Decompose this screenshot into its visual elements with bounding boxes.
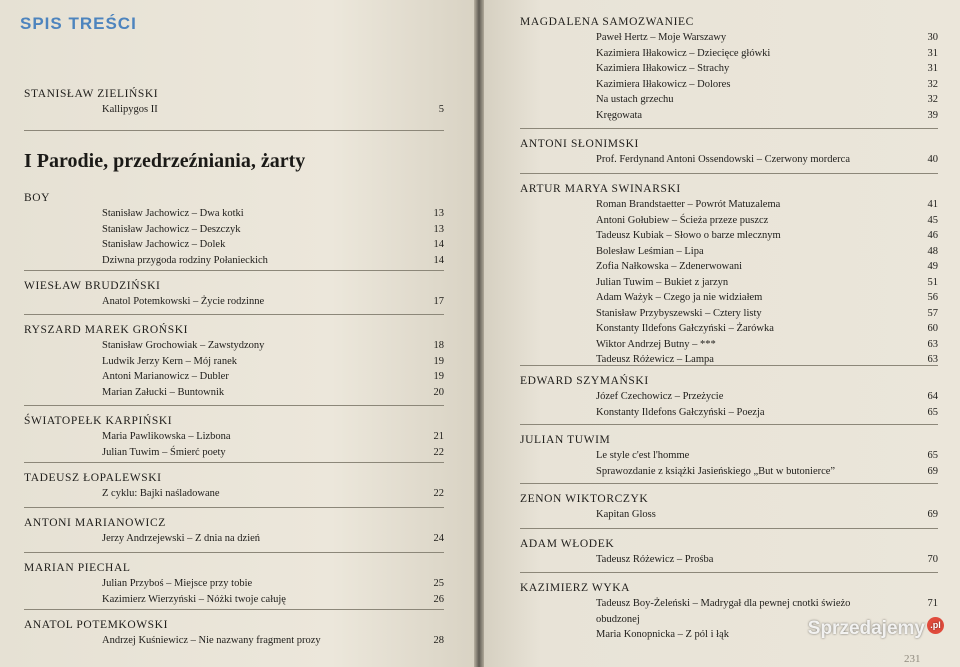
author-name: ZENON WIKTORCZYK [520, 493, 649, 505]
entry-title: Julian Przyboś – Miejsce przy tobie [102, 578, 253, 589]
entry-title: Kazimiera Iłłakowicz – Dolores [596, 78, 731, 90]
toc-section [24, 515, 444, 547]
toc-entry [520, 275, 938, 291]
entry-title: Kazimierz Wierzyński – Nóżki twoje całuję [102, 593, 286, 605]
entry-page: 20 [433, 386, 444, 398]
toc-entry [520, 30, 938, 46]
toc-entry [520, 290, 938, 306]
section-divider [520, 528, 938, 529]
entry-title: Konstanty Ildefons Gałczyński – Żarówka [596, 323, 774, 334]
entry-page: 69 [927, 465, 938, 477]
entry-title: Kazimiera Iłłakowicz – Dziecięce główki [596, 47, 771, 59]
entry-title: Antoni Gołubiew – Ścieża przeze puszcz [596, 214, 769, 226]
entry-page: 69 [927, 509, 938, 520]
toc-entry [520, 321, 938, 337]
entry-title: Stanisław Grochowiak – Zawstydzony [102, 340, 265, 351]
entry-page: 13 [433, 208, 444, 219]
entry-page: 63 [927, 338, 938, 350]
entry-title: Maria Pawlikowska – Lizbona [102, 431, 231, 442]
section-divider [24, 552, 444, 553]
toc-entry [24, 237, 444, 253]
toc-entry [520, 244, 938, 260]
entry-title: Stanisław Jachowicz – Dwa kotki [102, 208, 244, 219]
entry-title: Antoni Marianowicz – Dubler [102, 371, 229, 382]
section-divider [24, 314, 444, 315]
page-number: 231 [904, 653, 921, 665]
entry-page: 57 [927, 307, 938, 319]
toc-entry [24, 385, 444, 401]
watermark-badge: .pl [927, 617, 944, 634]
toc-entry [520, 92, 938, 108]
entry-title: Ludwik Jerzy Kern – Mój ranek [102, 355, 238, 367]
entry-title: Tadeusz Różewicz – Prośba [596, 554, 714, 565]
entry-page: 5 [438, 104, 444, 115]
toc-section [24, 413, 444, 460]
toc-section [520, 14, 938, 123]
author-name: ARTUR MARYA SWINARSKI [520, 183, 681, 195]
section-divider [24, 507, 444, 508]
section-divider [520, 572, 938, 573]
entry-title: Roman Brandstaetter – Powrót Matuzalema [596, 199, 781, 210]
entry-title: Stanisław Jachowicz – Dolek [102, 239, 226, 250]
author-name: ANTONI SŁONIMSKI [520, 138, 639, 150]
entry-page: 45 [927, 214, 938, 226]
toc-entry [24, 222, 444, 238]
entry-page: 31 [927, 63, 938, 74]
section-divider [24, 270, 444, 271]
entry-page: 56 [927, 292, 938, 303]
entry-title: Anatol Potemkowski – Życie rodzinne [102, 296, 265, 307]
toc-entry [520, 259, 938, 275]
left-page [0, 0, 474, 667]
entry-title: Zofia Nałkowska – Zdenerwowani [596, 261, 743, 272]
toc-entry [24, 338, 444, 354]
entry-page: 22 [433, 488, 444, 499]
toc-entry [24, 633, 444, 649]
toc-section [24, 86, 444, 118]
toc-section [24, 190, 444, 268]
author-name: ANTONI MARIANOWICZ [24, 517, 166, 529]
author-name: BOY [24, 192, 51, 204]
book-gutter [474, 0, 484, 667]
entry-title: Wiktor Andrzej Butny – *** [596, 338, 716, 350]
entry-page: 24 [433, 533, 444, 544]
toc-section [24, 560, 444, 607]
toc-section [24, 278, 444, 310]
entry-title: Andrzej Kuśniewicz – Nie nazwany fragment prozy [102, 635, 321, 646]
entry-title: Jerzy Andrzejewski – Z dnia na dzień [102, 533, 261, 544]
watermark-text: Sprzedajemy [807, 618, 925, 639]
entry-page: 48 [927, 245, 938, 257]
entry-title: Z cyklu: Bajki naśladowane [102, 488, 220, 499]
entry-page: 31 [927, 47, 938, 59]
entry-page: 40 [927, 154, 938, 165]
toc-section [24, 617, 444, 649]
entry-title: Stanisław Jachowicz – Deszczyk [102, 223, 241, 235]
entry-page: 28 [433, 635, 444, 646]
section-divider [520, 483, 938, 484]
entry-title: Prof. Ferdynand Antoni Ossendowski – Czerwony morderca [596, 154, 850, 165]
author-name: STANISŁAW ZIELIŃSKI [24, 88, 159, 100]
entry-title: Tadeusz Różewicz – Lampa [596, 354, 714, 365]
author-name: EDWARD SZYMAŃSKI [520, 375, 649, 387]
entry-title: Le style c'est l'homme [596, 450, 690, 461]
entry-page: 41 [927, 199, 938, 210]
entry-title: Adam Ważyk – Czego ja nie widziałem [596, 292, 763, 303]
author-name: MARIAN PIECHAL [24, 562, 131, 574]
watermark-logo [808, 617, 944, 640]
entry-page: 19 [433, 371, 444, 382]
entry-page: 18 [433, 340, 444, 351]
toc-section [520, 373, 938, 420]
toc-entry [24, 354, 444, 370]
entry-page: 51 [927, 276, 938, 288]
entry-title: Paweł Hertz – Moje Warszawy [596, 32, 727, 43]
entry-page: 13 [433, 223, 444, 235]
toc-entry [24, 429, 444, 445]
entry-title: Tadeusz Boy-Żeleński – Madrygał dla pewnej cnotki świeżo [596, 598, 851, 609]
entry-page: 26 [433, 593, 444, 605]
toc-entry [520, 197, 938, 213]
entry-title: obudzonej [596, 613, 640, 625]
section-divider [24, 130, 444, 131]
part-heading: I Parodie, przedrzeźniania, żarty [24, 150, 306, 172]
author-name: MAGDALENA SAMOZWANIEC [520, 16, 694, 28]
entry-page: 17 [433, 296, 444, 307]
toc-entry [520, 77, 938, 93]
author-name: ADAM WŁODEK [520, 538, 615, 550]
toc-entry [520, 405, 938, 421]
toc-section [520, 181, 938, 368]
author-name: WIESŁAW BRUDZIŃSKI [24, 280, 161, 292]
toc-entry [24, 102, 444, 118]
entry-page: 64 [927, 391, 938, 402]
section-divider [520, 128, 938, 129]
entry-page: 21 [433, 431, 444, 442]
entry-page: 49 [927, 261, 938, 272]
entry-title: Sprawozdanie z książki Jasieńskiego „But w butonierce” [596, 465, 836, 477]
toc-section [520, 432, 938, 479]
author-name: JULIAN TUWIM [520, 434, 611, 446]
toc-entry [520, 552, 938, 568]
entry-page: 25 [433, 578, 444, 589]
toc-entry [24, 294, 444, 310]
toc-entry [24, 592, 444, 608]
entry-title: Kazimiera Iłłakowicz – Strachy [596, 63, 730, 74]
entry-page: 71 [927, 598, 938, 609]
toc-entry [520, 596, 938, 612]
entry-page: 70 [927, 554, 938, 565]
toc-entry [24, 576, 444, 592]
entry-title: Kręgowata [596, 109, 643, 121]
toc-entry [520, 152, 938, 168]
toc-entry [520, 228, 938, 244]
right-page [484, 0, 960, 667]
toc-entry [520, 507, 938, 523]
toc-entry [520, 108, 938, 124]
toc-entry [520, 448, 938, 464]
toc-section [24, 322, 444, 400]
entry-title: Kapitan Gloss [596, 509, 656, 520]
toc-section [24, 470, 444, 502]
entry-page: 60 [927, 323, 938, 334]
entry-page: 65 [927, 450, 938, 461]
toc-title: SPIS TREŚCI [20, 14, 137, 33]
toc-entry [24, 206, 444, 222]
entry-page: 14 [433, 254, 444, 266]
toc-entry [520, 61, 938, 77]
toc-entry [520, 213, 938, 229]
section-divider [24, 405, 444, 406]
toc-entry [24, 445, 444, 461]
section-divider [24, 609, 444, 610]
entry-page: 63 [927, 354, 938, 365]
entry-title: Kallipygos II [102, 104, 158, 115]
toc-entry [520, 337, 938, 353]
section-divider [520, 424, 938, 425]
toc-section [520, 491, 938, 523]
entry-title: Stanisław Przybyszewski – Cztery listy [596, 307, 762, 319]
toc-entry [24, 253, 444, 269]
toc-entry [24, 486, 444, 502]
entry-title: Na ustach grzechu [596, 94, 674, 105]
entry-page: 32 [927, 94, 938, 105]
toc-entry [24, 369, 444, 385]
entry-page: 39 [927, 109, 938, 121]
author-name: RYSZARD MAREK GROŃSKI [24, 324, 189, 336]
entry-title: Julian Tuwim – Bukiet z jarzyn [596, 276, 729, 288]
toc-entry [520, 46, 938, 62]
entry-title: Tadeusz Kubiak – Słowo o barze mlecznym [596, 230, 781, 241]
entry-title: Dziwna przygoda rodziny Połanieckich [102, 254, 268, 266]
toc-section [520, 136, 938, 168]
entry-title: Marian Załucki – Buntownik [102, 386, 225, 398]
entry-title: Maria Konopnicka – Z pól i łąk [596, 629, 729, 640]
section-divider [520, 365, 938, 366]
entry-title: Julian Tuwim – Śmierć poety [102, 446, 226, 458]
entry-page: 19 [433, 355, 444, 367]
section-divider [24, 462, 444, 463]
toc-entry [520, 306, 938, 322]
entry-page: 22 [433, 446, 444, 458]
author-name: ANATOL POTEMKOWSKI [24, 619, 169, 631]
entry-title: Bolesław Leśmian – Lipa [596, 245, 704, 257]
toc-entry [520, 389, 938, 405]
entry-title: Konstanty Ildefons Gałczyński – Poezja [596, 406, 765, 418]
toc-entry [24, 531, 444, 547]
author-name: TADEUSZ ŁOPALEWSKI [24, 472, 162, 484]
author-name: ŚWIATOPEŁK KARPIŃSKI [24, 415, 173, 427]
entry-page: 32 [927, 78, 938, 90]
entry-page: 65 [927, 406, 938, 418]
toc-section [520, 536, 938, 568]
entry-title: Józef Czechowicz – Przeżycie [596, 391, 724, 402]
entry-page: 46 [927, 230, 938, 241]
section-divider [520, 173, 938, 174]
entry-page: 14 [433, 239, 444, 250]
toc-entry [520, 464, 938, 480]
author-name: KAZIMIERZ WYKA [520, 582, 631, 594]
entry-page: 30 [927, 32, 938, 43]
